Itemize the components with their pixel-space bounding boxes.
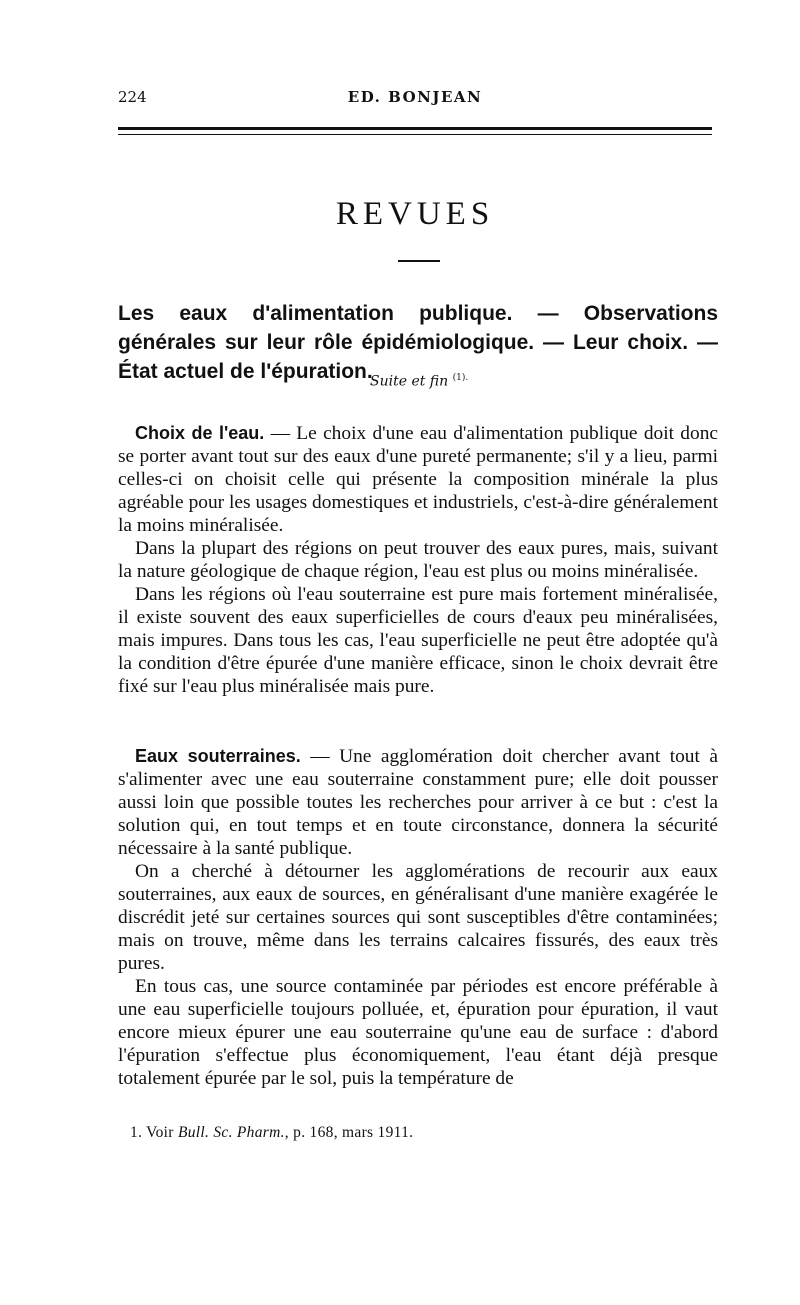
section-divider [398,260,440,262]
article-subtitle [370,373,468,390]
header-rule-thick [118,127,712,130]
section-souterraines [118,745,718,1090]
paragraph: On a cherché à détourner les agglomérations de recourir aux eaux souterraines, aux eaux de sources, en généralisant d'une manière exagérée le discrédit jeté sur certaines sources qui sont susceptibles d'être contaminées; mais on trouve, même dans les terrains calcaires fissurés, des eaux très pures. [118,861,718,974]
paragraph: Dans la plupart des régions on peut trouver des eaux pures, mais, suivant la nature géologique de chaque région, l'eau est plus ou moins minéralisée. [118,538,718,582]
paragraph [118,422,718,537]
footnote-ref: (1). [452,373,469,383]
footnote-number: 1. [130,1124,143,1141]
running-head: ED. BONJEAN [347,88,483,106]
section-choix [118,422,718,698]
footnote-journal: Bull. Sc. Pharm. [177,1124,285,1141]
section-lead: Choix de l'eau. [135,423,265,443]
paragraph-text: — Une agglomération doit chercher avant tout à s'alimenter avec une eau souterraine constamment pure; elle doit pousser aussi loin que possible toutes les recherches pour arriver à ce but : c'est la solution qui, en tout temps et en toute circonstance, donnera la sécurité nécessaire à la santé publique. [118,746,718,859]
article-title: Les eaux d'alimentation publique. — Observations générales sur leur rôle épidémiologique. — Leur choix. — État actuel de l'épuration. [118,302,718,383]
page-header [118,88,712,112]
footnote-rest: , p. 168, mars 1911. [284,1124,414,1141]
paragraph: Dans les régions où l'eau souterraine est pure mais fortement minéralisée, il existe souvent des eaux superficielles de cours d'eaux peu minéralisées, mais impures. Dans tous les cas, l'eau superficielle ne peut être adoptée qu'à la condition d'être épurée d'une manière efficace, sinon le choix devrait être fixé sur l'eau plus minéralisée mais pure. [118,584,718,697]
paragraph [118,745,718,860]
subtitle-text: Suite et fin [370,373,449,390]
page-number: 224 [118,88,147,106]
footnote-prefix: Voir [146,1124,174,1141]
footnote [130,1124,413,1142]
section-title: REVUES [335,196,495,232]
section-lead: Eaux souterraines. [135,746,301,766]
paragraph: En tous cas, une source contaminée par périodes est encore préférable à une eau superficielle toujours polluée, et, épuration pour épuration, il vaut encore mieux épurer une eau souterraine qu'une eau de surface : d'abord l'épuration s'effectue plus économiquement, l'eau étant déjà presque totalement épurée par le sol, puis la température de [118,976,718,1089]
paragraph-text: — Le choix d'une eau d'alimentation publique doit donc se porter avant tout sur des eaux d'une pureté permanente; s'il y a lieu, parmi celles-ci on choisit celle qui présente la composition minérale la plus agréable pour les usages domestiques et industriels, c'est-à-dire généralement la moins minéralisée. [118,423,718,536]
header-rule-thin [118,134,712,135]
